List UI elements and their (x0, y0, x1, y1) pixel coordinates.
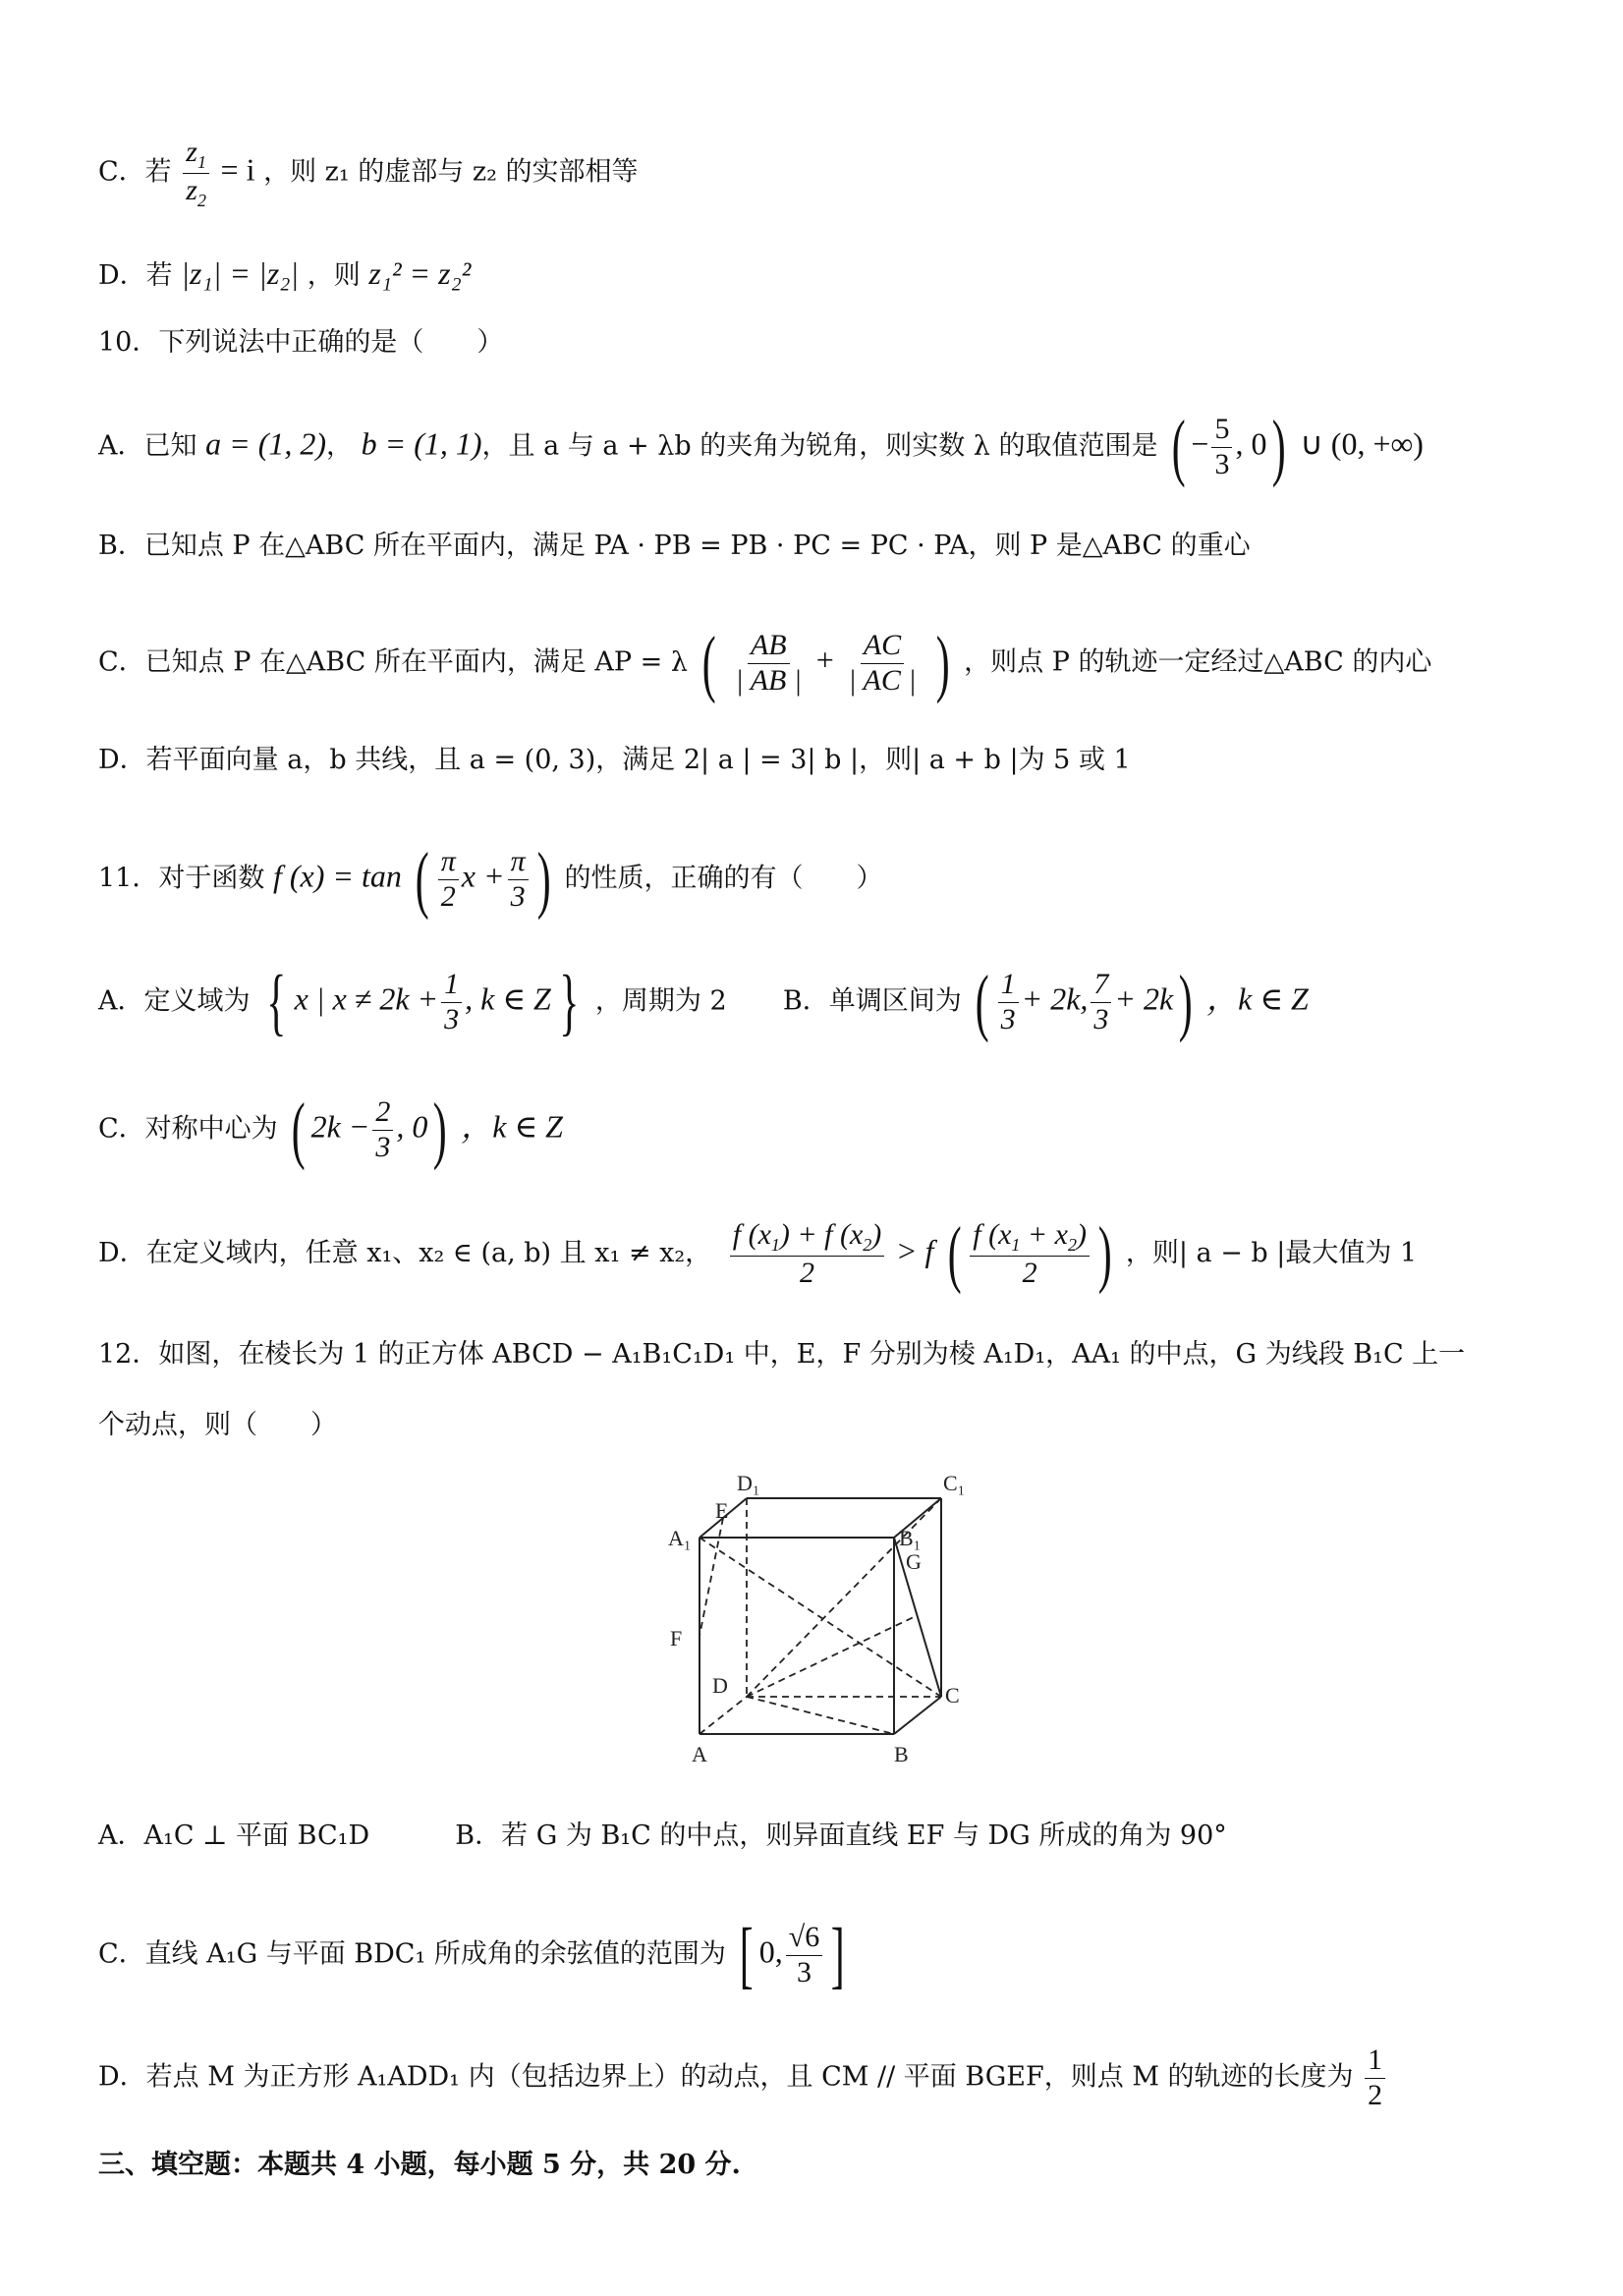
q10-option-b: B．已知点 P 在△ABC 所在平面内，满足 PA · PB = PB · PC = PC · PA，则 P 是△ABC 的重心 (98, 531, 1251, 561)
q11-option-d: D．在定义域内，任意 x₁、x₂ ∈ (a, b) 且 x₁ ≠ x₂， $\frac{f (x_1) + f (x_2)}{2}$ > f ( $\frac{f (x_1 + x_2)}{2}$ ) ，则| a − b |最大值为 1 (98, 1212, 1418, 1296)
label-a: A (692, 1742, 707, 1766)
q12-option-c: C．直线 A₁G 与平面 BDC₁ 所成角的余弦值的范围为 [ 0, $\frac{√6}{3}$ ] (98, 1913, 845, 1996)
q12-option-d: D．若点 M 为正方形 A₁ADD₁ 内（包括边界上）的动点，且 CM // 平面 BGEF，则点 M 的轨迹的长度为 $\frac{1}{2}$ (98, 2044, 1388, 2112)
q11-stem: 11．对于函数 f (x) = tan ( $\frac{\pi}{2}$ x + $\frac{\pi}{3}$ ) 的性质，正确的有（ ） (98, 837, 883, 921)
unit-vector-ac: $\frac{AC}{| AC |}$ (848, 629, 917, 697)
minus-five-thirds: $\frac{5}{3}$ (1211, 413, 1232, 481)
z1-over-z2: $\frac{z_1}{z_2}$ (183, 136, 209, 210)
q9-option-c: C．若 $\frac{z_1}{z_2}$ = i ，则 z₁ 的虚部与 z₂ 的实部相等 (98, 136, 639, 210)
label-b1: B₁ (899, 1526, 922, 1550)
q12-option-a-b: A．A₁C ⊥ 平面 BC₁D B．若 G 为 B₁C 的中点，则异面直线 EF 与 DG 所成的角为 90° (98, 1820, 1227, 1851)
label-e: E (715, 1498, 729, 1523)
label-b: B (894, 1742, 909, 1766)
cube-figure (658, 1469, 982, 1773)
q10-stem: 10．下列说法中正确的是（ ） (98, 327, 504, 358)
q12-stem-line2: 个动点，则（ ） (98, 1410, 337, 1440)
q11-option-c: C．对称中心为 ( 2k − $\frac{2}{3}$ , 0) ，k ∈ Z (98, 1088, 563, 1171)
q10-option-c: C．已知点 P 在△ABC 所在平面内，满足 AP = λ ( $\frac{AB}{| AB |}$ + $\frac{AC}{| AC |}$ ) ，则点 P 的轨迹一定经过△ABC 的内心 (98, 621, 1432, 704)
label-d: D (712, 1673, 728, 1698)
label-g: G (906, 1549, 922, 1574)
unit-vector-ab: $\frac{AB}{| AB |}$ (735, 629, 803, 697)
q10-option-d: D．若平面向量 a，b 共线，且 a = (0, 3)，满足 2| a | = 3| b |，则| a + b |为 5 或 1 (98, 745, 1131, 775)
label-f: F (670, 1626, 683, 1651)
q10-option-a: A．已知 a = (1, 2)， b = (1, 1)，且 a 与 a + λb 的夹角为锐角，则实数 λ 的取值范围是 ( − $\frac{5}{3}$ , 0) ∪ (0, +∞) (98, 405, 1424, 488)
label-d1: D₁ (737, 1471, 760, 1495)
section-3-heading: 三、填空题：本题共 4 小题，每小题 5 分，共 20 分. (98, 2150, 741, 2180)
label-c: C (945, 1683, 960, 1708)
q9-option-d: D．若 |z₁| = |z₂| ，则 z₁² = z₂² (98, 255, 472, 291)
q12-stem-line1: 12．如图，在棱长为 1 的正方体 ABCD − A₁B₁C₁D₁ 中，E，F 分别为棱 A₁D₁，AA₁ 的中点，G 为线段 B₁C 上一 (98, 1339, 1466, 1370)
label-a1: A₁ (668, 1526, 692, 1550)
label-c1: C₁ (943, 1471, 966, 1495)
q11-option-a-b: A．定义域为 { x | x ≠ 2k + $\frac{1}{3}$ , k ∈ Z } ，周期为 2 B．单调区间为 ( $\frac{1}{3}$ + 2k, $\frac{7}{3}$ + 2k) ，k ∈ Z (98, 960, 1309, 1043)
